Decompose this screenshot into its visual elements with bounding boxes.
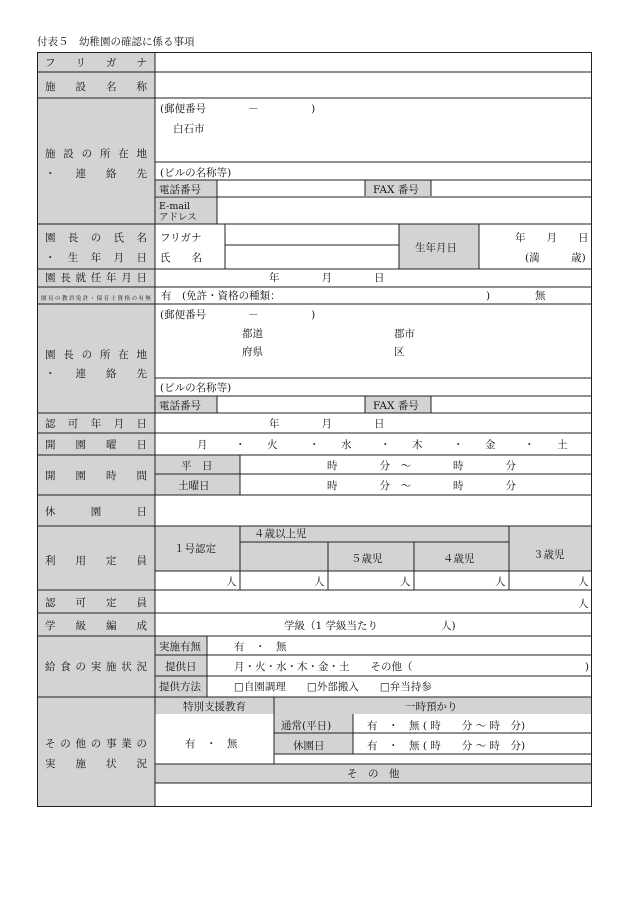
label-furigana: フ リ ガ ナ — [45, 57, 147, 69]
meal-days-value[interactable]: 月・火・水・木・金・土 その他（ — [234, 661, 413, 673]
confirmation-form-table — [37, 52, 592, 807]
label-facility-name: 施 設 名 称 — [45, 81, 147, 93]
director-building-field[interactable]: (ビルの名称等) — [160, 382, 232, 394]
director-name-label: 氏 名 — [160, 252, 202, 264]
label-director-1: 園 長 の 氏 名 — [45, 232, 147, 244]
meal-days-label: 提供日 — [165, 661, 197, 673]
label-director-address-2: ・ 連 絡 先 — [45, 368, 147, 380]
weekday-hours-label: 平 日 — [181, 460, 213, 472]
gun-shi: 郡市 — [394, 328, 415, 340]
person-unit-3: 人 — [400, 576, 411, 588]
postal-code-field[interactable]: (郵便番号 － ) — [160, 103, 316, 115]
person-unit-1: 人 — [226, 576, 237, 588]
age4-label: ４歳児 — [443, 553, 475, 565]
weekday-sep-1: ・ — [235, 439, 246, 451]
label-location-1: 施設の所在地 — [45, 148, 147, 160]
approved-capacity-unit: 人 — [578, 598, 589, 610]
special-ed-value[interactable]: 有 ・ 無 — [185, 738, 238, 750]
weekday-hours-text: 時 分 ～ 時 分 — [327, 460, 516, 472]
birth-date-label: 生年月日 — [415, 242, 457, 254]
label-other-services-2: 実 施 状 況 — [45, 758, 147, 770]
ku: 区 — [394, 346, 405, 358]
meal-method-value[interactable]: □自園調理 □外部搬入 □弁当持参 — [234, 681, 432, 693]
label-other-services-1: その他の事業の — [45, 738, 147, 750]
holiday-temp-label: 休園日 — [293, 740, 325, 752]
weekday-tue: 火 — [267, 439, 278, 451]
label-appointment-date: 園長就任年月日 — [45, 272, 147, 284]
license-paren: ) — [486, 290, 491, 302]
label-holidays: 休 園 日 — [45, 506, 147, 518]
label-capacity: 利 用 定 員 — [45, 555, 147, 567]
label-open-hours: 開 園 時 間 — [45, 470, 147, 482]
label-director-address-1: 園長の所在地 — [45, 349, 147, 361]
cert1-label: １号認定 — [174, 543, 216, 555]
email-label-2: アドレス — [159, 212, 197, 223]
weekday-sat: 土 — [557, 439, 568, 451]
fax-label: FAX 番号 — [373, 184, 419, 196]
age3-label: ３歳児 — [533, 549, 565, 561]
label-meal-status: 給食の実施状況 — [45, 661, 147, 673]
person-unit-4: 人 — [495, 576, 506, 588]
weekdays-row — [197, 438, 568, 451]
meal-method-label: 提供方法 — [159, 681, 201, 693]
license-no-text: 無 — [535, 290, 546, 302]
director-postal-field[interactable]: (郵便番号 － ) — [160, 309, 316, 321]
building-name-field[interactable]: (ビルの名称等) — [160, 167, 232, 179]
weekday-sep-3: ・ — [380, 439, 391, 451]
weekday-sep-5: ・ — [524, 439, 535, 451]
label-approval-date: 認 可 年 月 日 — [45, 418, 147, 430]
director-fax-label: FAX 番号 — [373, 400, 419, 412]
special-ed-label: 特別支援教育 — [183, 701, 246, 713]
regular-temp-value[interactable]: 有 ・ 無 ( 時 分 ～ 時 分) — [367, 720, 526, 732]
weekday-sep-2: ・ — [309, 439, 320, 451]
form-title: 付表５ 幼稚園の確認に係る事項 — [37, 36, 195, 48]
label-approved-capacity: 認 可 定 員 — [45, 597, 147, 609]
city-text: 白石市 — [173, 123, 205, 135]
saturday-hours-label: 土曜日 — [178, 480, 210, 492]
license-yes-text: 有 (免許・資格の種類： — [161, 290, 281, 302]
director-phone-label: 電話番号 — [159, 400, 201, 412]
age4plus-label: ４歳以上児 — [254, 528, 307, 540]
todofuken-1: 都道 — [242, 328, 263, 340]
others-label: そ の 他 — [347, 768, 400, 780]
approval-ymd: 年 月 日 — [269, 418, 385, 430]
saturday-hours-text: 時 分 ～ 時 分 — [327, 480, 516, 492]
birth-ymd: 年 月 日 — [515, 232, 589, 244]
temp-care-label: 一時預かり — [405, 701, 458, 713]
person-unit-2: 人 — [314, 576, 325, 588]
weekday-thu: 木 — [412, 439, 423, 451]
label-license: 園 長 の 教 員 免 許 ・ 保 育 士 資 格 の 有 無 — [41, 296, 151, 302]
weekday-sep-4: ・ — [453, 439, 464, 451]
weekday-mon: 月 — [197, 439, 208, 451]
meal-days-paren: ) — [584, 661, 589, 673]
label-director-2: ・ 生 年 月 日 — [45, 252, 147, 264]
age5-label: ５歳児 — [351, 553, 383, 565]
person-unit-5: 人 — [578, 576, 589, 588]
label-class-organization: 学 級 編 成 — [45, 620, 147, 632]
label-location-2: ・ 連 絡 先 — [45, 168, 147, 180]
class-text: 学級（1 学級当たり 人) — [284, 620, 456, 632]
regular-label: 通常(平日) — [281, 720, 332, 732]
email-label-1: E-mail — [159, 201, 191, 212]
meal-impl-label: 実施有無 — [159, 641, 201, 653]
phone-label: 電話番号 — [159, 184, 201, 196]
appointment-ymd: 年 月 日 — [269, 272, 385, 284]
label-open-days: 開 園 曜 日 — [45, 439, 147, 451]
todofuken-2: 府県 — [242, 346, 263, 358]
weekday-wed: 水 — [341, 439, 352, 451]
weekday-fri: 金 — [485, 439, 496, 451]
meal-impl-value[interactable]: 有 ・ 無 — [234, 641, 287, 653]
holiday-temp-value[interactable]: 有 ・ 無 ( 時 分 ～ 時 分) — [367, 740, 526, 752]
director-furigana-label: フリガナ — [160, 232, 202, 244]
age-text: (満 歳) — [525, 252, 586, 264]
